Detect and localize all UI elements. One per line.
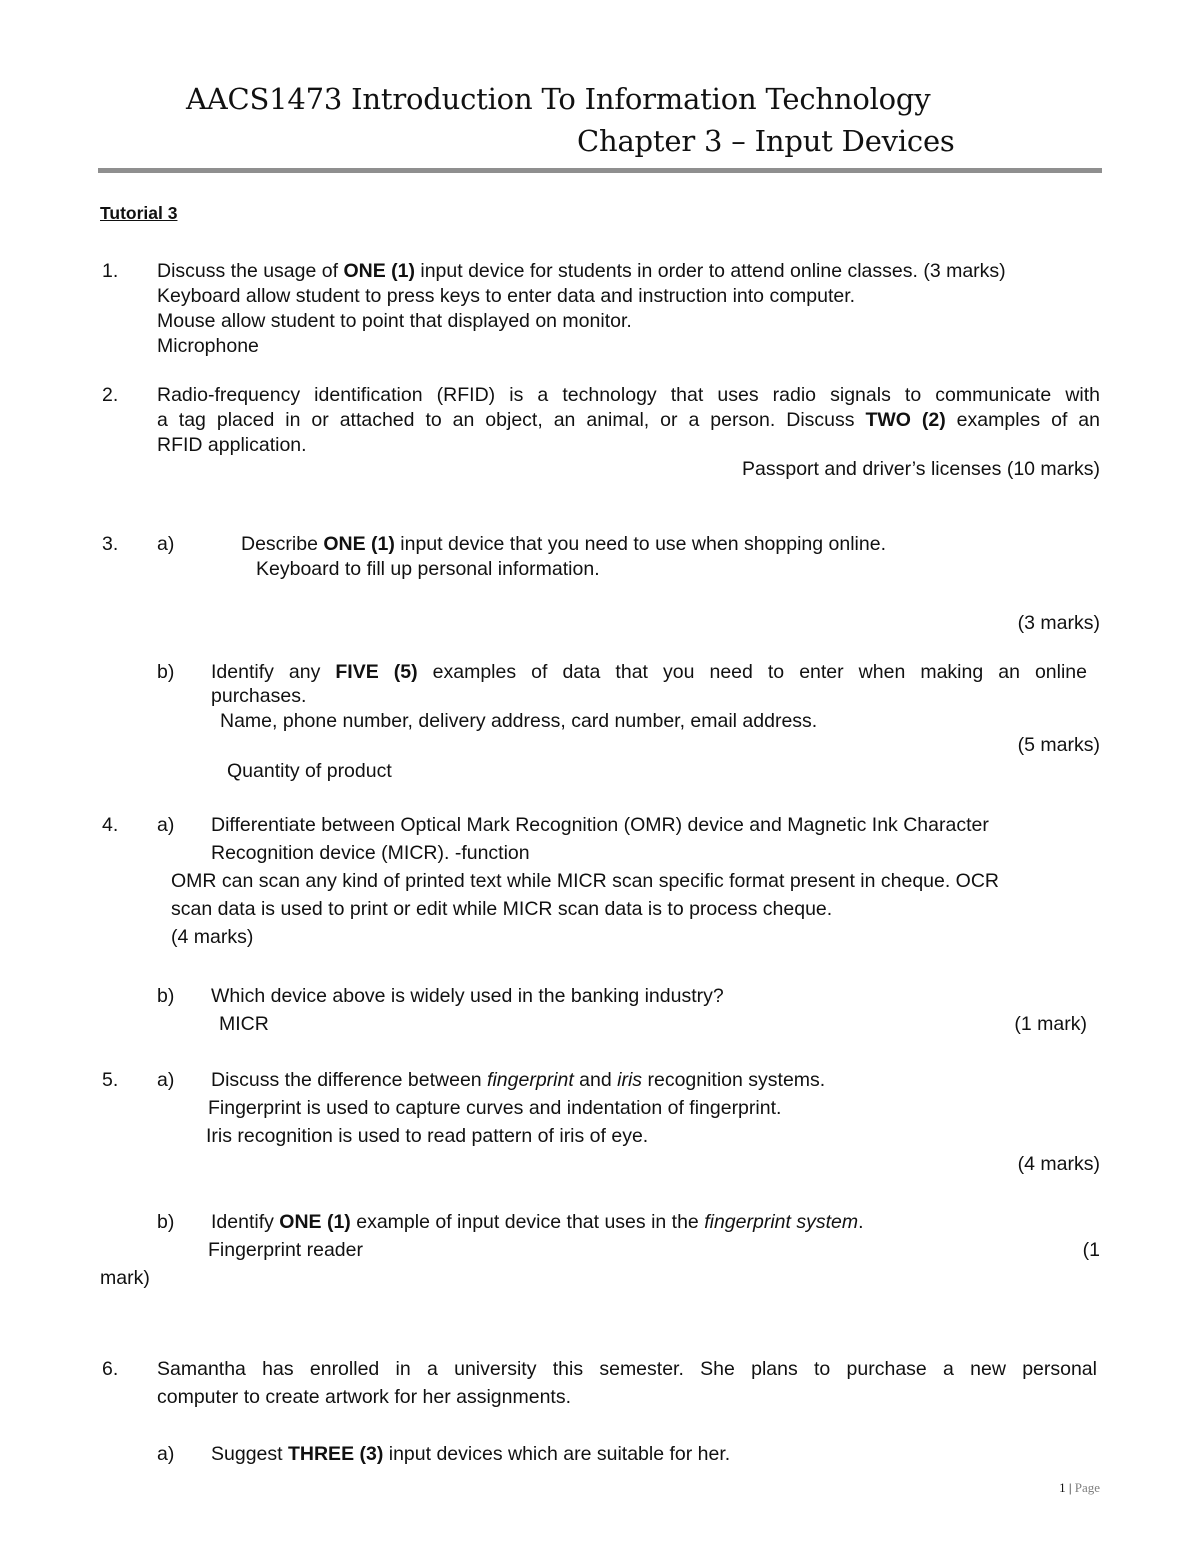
- tutorial-label: Tutorial 3: [100, 203, 178, 223]
- question-text: Differentiate between Optical Mark Recognition (OMR) device and Magnetic Ink Character: [211, 814, 989, 836]
- subquestion-label: b): [157, 985, 175, 1007]
- answer-text: OMR can scan any kind of printed text while MICR scan specific format present in cheque. OCR: [171, 870, 1000, 892]
- question-number: 5.: [102, 1069, 119, 1091]
- answer-marks: Passport and driver’s licenses (10 marks): [742, 458, 1100, 480]
- subquestion-label: a): [157, 814, 175, 836]
- question-text: purchases.: [211, 685, 307, 707]
- question-number: 3.: [102, 533, 119, 555]
- marks: (1 mark): [1014, 1013, 1087, 1035]
- question-number: 6.: [102, 1358, 119, 1380]
- answer-text: Quantity of product: [227, 760, 392, 782]
- answer-text: Name, phone number, delivery address, card number, email address.: [220, 710, 818, 732]
- question-text: a tag placed in or attached to an object, an animal, or a person. Discuss TWO (2) examples of an: [157, 409, 1100, 431]
- answer-text: Fingerprint is used to capture curves and indentation of fingerprint.: [208, 1097, 782, 1119]
- subquestion-label: b): [157, 661, 175, 683]
- question-text: Describe ONE (1) input device that you need to use when shopping online.: [241, 533, 886, 555]
- question-text: Samantha has enrolled in a university this semester. She plans to purchase a new personal: [157, 1358, 1097, 1380]
- header-divider: [98, 168, 1102, 173]
- subquestion-label: a): [157, 1069, 175, 1091]
- chapter-title: Chapter 3 – Input Devices: [577, 124, 955, 158]
- subquestion-label: a): [157, 1443, 175, 1465]
- question-number: 1.: [102, 260, 119, 282]
- marks: (1: [1082, 1239, 1100, 1261]
- question-text: Identify any FIVE (5) examples of data that you need to enter when making an online: [211, 661, 1087, 683]
- answer-text: Iris recognition is used to read pattern of iris of eye.: [206, 1125, 649, 1147]
- question-text: computer to create artwork for her assignments.: [157, 1386, 572, 1408]
- question-number: 4.: [102, 814, 119, 836]
- question-text: Discuss the difference between fingerprint and iris recognition systems.: [211, 1069, 826, 1091]
- answer-text: Keyboard allow student to press keys to enter data and instruction into computer.: [157, 285, 856, 307]
- answer-text: Mouse allow student to point that displayed on monitor.: [157, 310, 632, 332]
- subquestion-label: b): [157, 1211, 175, 1233]
- question-text: Which device above is widely used in the banking industry?: [211, 985, 724, 1007]
- question-text: Recognition device (MICR). -function: [211, 842, 530, 864]
- answer-text: Microphone: [157, 335, 259, 357]
- question-text: Identify ONE (1) example of input device that uses in the fingerprint system.: [211, 1211, 864, 1233]
- answer-text: Fingerprint reader: [208, 1239, 363, 1261]
- marks: (5 marks): [1017, 734, 1100, 756]
- marks: (3 marks): [1017, 612, 1100, 634]
- answer-text: MICR: [219, 1013, 269, 1035]
- question-text: Radio-frequency identification (RFID) is a technology that uses radio signals to communicate with: [157, 384, 1100, 406]
- marks: (4 marks): [171, 926, 254, 948]
- marks: (4 marks): [1017, 1153, 1100, 1175]
- question-number: 2.: [102, 384, 119, 406]
- document-title: AACS1473 Introduction To Information Technology: [186, 82, 931, 116]
- page-footer: 1 | Page: [1059, 1480, 1100, 1495]
- question-text: Suggest THREE (3) input devices which are suitable for her.: [211, 1443, 731, 1465]
- marks: mark): [100, 1267, 150, 1289]
- question-text: Discuss the usage of ONE (1) input device for students in order to attend online classes. (3 marks): [157, 260, 1006, 282]
- subquestion-label: a): [157, 533, 175, 555]
- answer-text: scan data is used to print or edit while MICR scan data is to process cheque.: [171, 898, 833, 920]
- question-text: RFID application.: [157, 434, 307, 456]
- page-number: 1: [1059, 1480, 1066, 1495]
- page-word: Page: [1074, 1480, 1100, 1495]
- answer-text: Keyboard to fill up personal information.: [256, 558, 600, 580]
